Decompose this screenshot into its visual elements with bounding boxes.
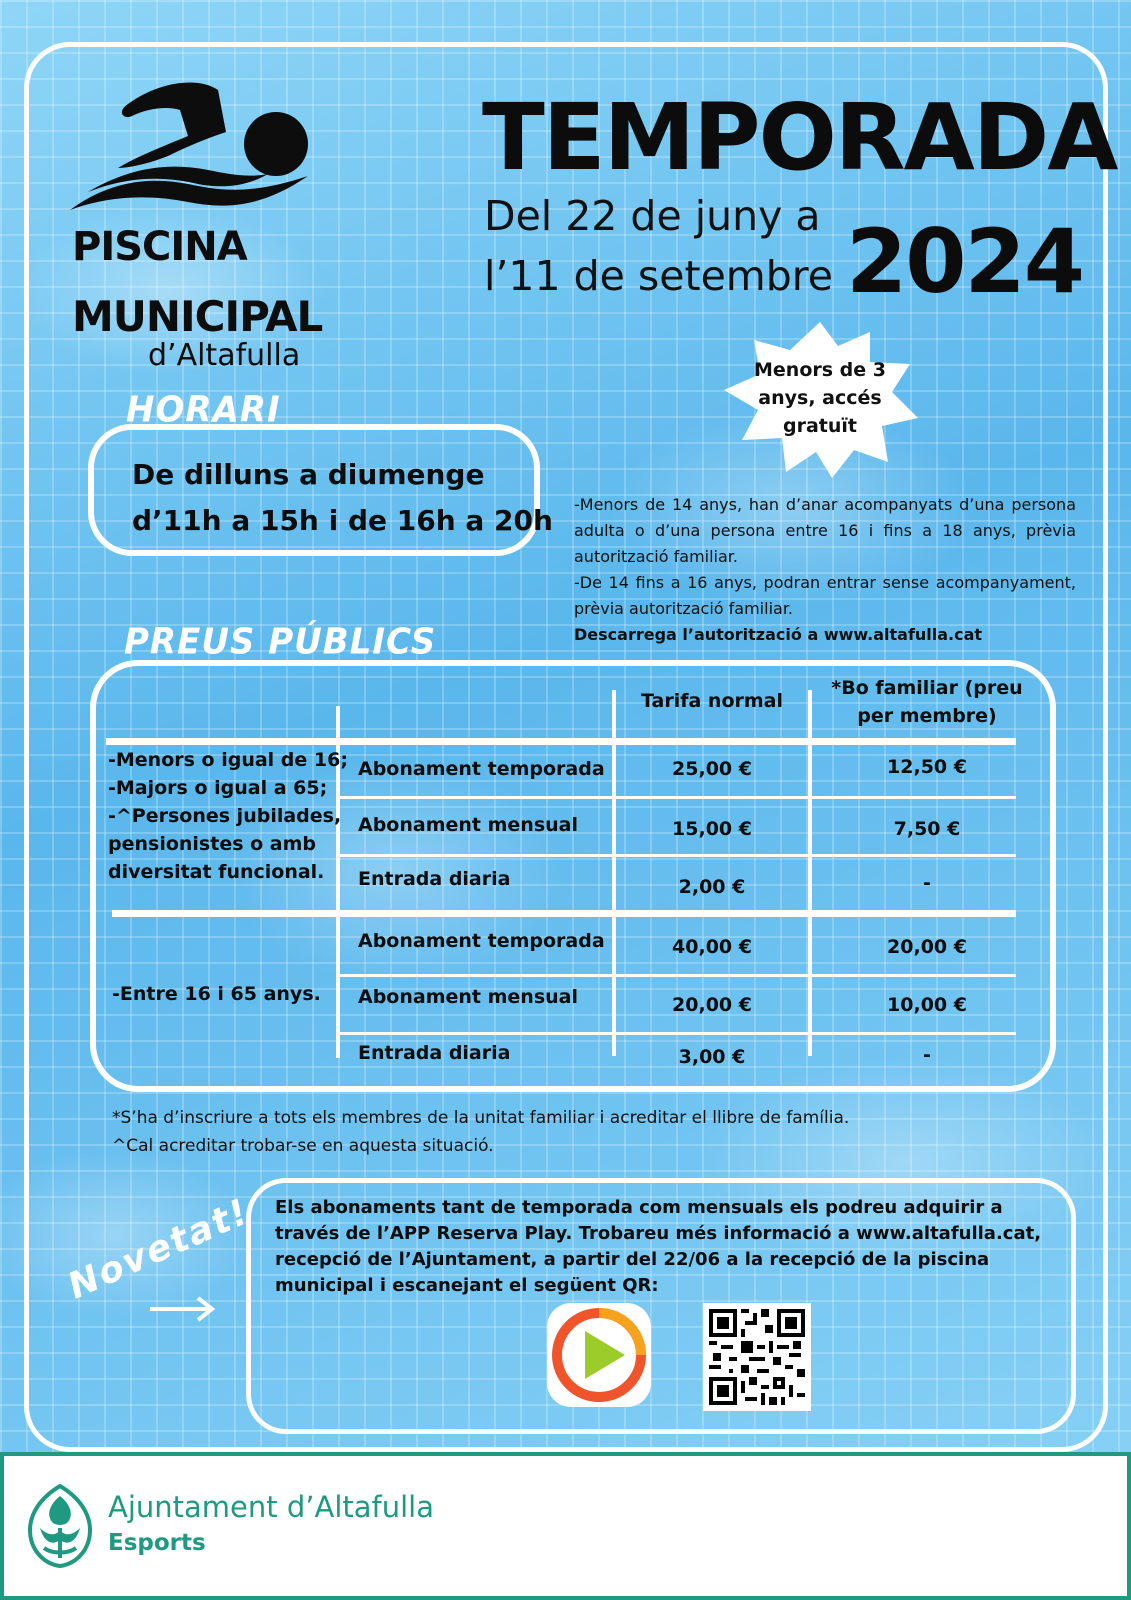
group-label-adult: [112, 980, 321, 1008]
group-label-reduced: [108, 746, 348, 886]
piscina-logo: [68, 72, 338, 373]
col-header-family: [812, 674, 1042, 730]
play-icon[interactable]: [547, 1303, 651, 1407]
row-type: Abonament temporada: [358, 758, 605, 780]
table-header-divider: [106, 738, 1016, 745]
logo-title-municipal: MUNICIPAL: [72, 292, 323, 341]
group-line: pensionistes o amb: [108, 833, 317, 855]
purchase-info-text: Els abonaments tant de temporada com mensuals els podreu adquirir a través de l’APP Reserva Play. Trobareu més informació a www.altafulla.cat, recepció de l’Ajuntament, a partir del 22/06 a la recepció de la piscina municipal i escanejant el següent QR:: [275, 1197, 1042, 1296]
row-family-price: 10,00 €: [887, 994, 967, 1016]
row-family-price: -: [923, 1044, 931, 1066]
footnotes: [112, 1104, 849, 1160]
row-type: Abonament mensual: [358, 814, 578, 836]
group-line: -Menors o igual de 16;: [108, 749, 348, 771]
row-normal-price: 15,00 €: [672, 818, 752, 840]
dates-line-1: Del 22 de juny a: [484, 192, 821, 240]
novetat-label: Novetat!: [62, 1191, 256, 1308]
table-row-divider: [340, 796, 1016, 799]
qr-code-icon[interactable]: [703, 1303, 811, 1411]
logo-subtitle: d’Altafulla: [148, 338, 301, 373]
season-dates: [484, 186, 833, 306]
footer-department: Esports: [108, 1530, 206, 1556]
row-normal-price: 25,00 €: [672, 758, 752, 780]
footnote-family: *S’ha d’inscriure a tots els membres de la unitat familiar i acreditar el llibre de família.: [112, 1108, 850, 1128]
note-under-14: -Menors de 14 anys, han d’anar acompanyats d’una persona adulta o d’una persona entre 16 i fins a 18 anys, prèvia autorització familiar.: [574, 495, 1076, 566]
horari-heading: HORARI: [126, 389, 281, 431]
row-family-price: 20,00 €: [887, 936, 967, 958]
col-header-family-l2: per membre): [857, 705, 997, 727]
footer-organization: Ajuntament d’Altafulla: [108, 1490, 434, 1524]
row-normal-price: 3,00 €: [678, 1046, 746, 1068]
group-line: -^Persones jubilades,: [108, 805, 342, 827]
row-family-price: -: [923, 872, 931, 894]
arrow-right-icon: [148, 1294, 218, 1324]
row-type: Entrada diaria: [358, 1042, 511, 1064]
preus-heading: PREUS PÚBLICS: [124, 621, 437, 663]
badge-text: [740, 356, 900, 440]
badge-line-2: anys, accés: [758, 387, 882, 409]
logo-title-piscina: PISCINA: [72, 224, 247, 270]
row-family-price: 12,50 €: [887, 756, 967, 778]
badge-line-3: gratuït: [783, 415, 857, 437]
badge-line-1: Menors de 3: [754, 359, 886, 381]
horari-box: [88, 424, 553, 556]
altafulla-emblem-icon: [28, 1484, 92, 1568]
dates-line-2: l’11 de setembre: [484, 252, 833, 300]
free-entry-badge: [720, 320, 920, 480]
age-notes: [574, 492, 1076, 648]
horari-days: De dilluns a diumenge: [132, 458, 485, 491]
row-type: Entrada diaria: [358, 868, 511, 890]
col-header-family-l1: *Bo familiar (preu: [831, 677, 1023, 699]
table-row-divider: [340, 854, 1016, 857]
group-line: -Majors o igual a 65;: [108, 777, 328, 799]
footnote-accreditation: ^Cal acreditar trobar-se en aquesta situació.: [112, 1136, 494, 1156]
table-group-divider: [112, 910, 1016, 917]
note-download-link[interactable]: Descarrega l’autorització a www.altafulla.cat: [574, 625, 983, 644]
purchase-info-box: [246, 1178, 1076, 1434]
row-normal-price: 20,00 €: [672, 994, 752, 1016]
row-type: Abonament temporada: [358, 930, 605, 952]
row-type: Abonament mensual: [358, 986, 578, 1008]
group-line: diversitat funcional.: [108, 861, 325, 883]
group-line: -Entre 16 i 65 anys.: [112, 983, 321, 1005]
page-title: TEMPORADA: [482, 84, 1117, 191]
note-14-to-16: -De 14 fins a 16 anys, podran entrar sense acompanyament, prèvia autorització familiar.: [574, 573, 1076, 618]
row-family-price: 7,50 €: [893, 818, 961, 840]
prices-table: [90, 660, 1056, 1092]
horari-hours: d’11h a 15h i de 16h a 20h: [132, 504, 553, 537]
footer: [0, 1452, 1131, 1600]
table-row-divider: [340, 974, 1016, 977]
table-row-divider: [340, 1032, 1016, 1035]
row-normal-price: 2,00 €: [678, 876, 746, 898]
col-header-normal: Tarifa normal: [641, 690, 783, 712]
season-year: 2024: [846, 210, 1083, 313]
row-normal-price: 40,00 €: [672, 936, 752, 958]
swimmer-icon: [68, 72, 318, 222]
